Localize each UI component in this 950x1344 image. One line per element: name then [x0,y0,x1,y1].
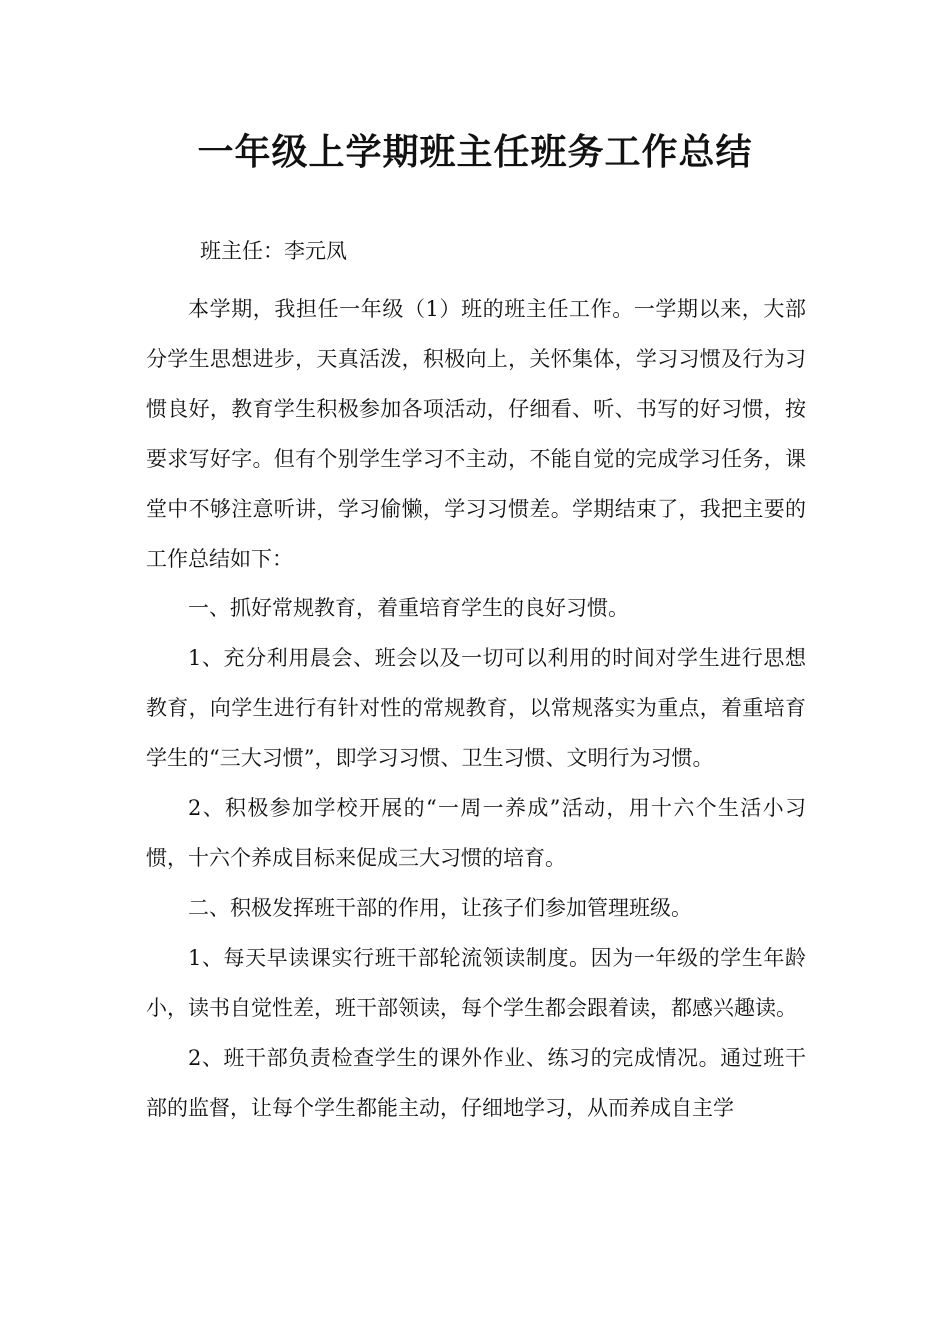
author-line: 班主任：李元凤 [200,239,347,263]
document-title: 一年级上学期班主任班务工作总结 [197,132,753,173]
paragraph-1-1: 1、充分利用晨会、班会以及一切可以利用的时间对学生进行思想教育，向学生进行有针对性的常规教育，以常规落实为重点，着重培育学生的“三大习惯”，即学习习惯、卫生习惯、文明行为习惯。 [146,646,806,771]
paragraph-2-1: 1、每天早读课实行班干部轮流领读制度。因为一年级的学生年龄小，读书自觉性差，班干部领读，每个学生都会跟着读，都感兴趣读。 [146,945,806,1020]
paragraph-intro: 本学期，我担任一年级（1）班的班主任工作。一学期以来，大部分学生思想进步，天真活泼，积极向上，关怀集体，学习习惯及行为习惯良好，教育学生积极参加各项活动，仔细看、听、书写的好习惯，按要求写好字。但有个别学生学习不主动，不能自觉的完成学习任务，课堂中不够注意听讲，学习偷懒，学习习惯差。学期结束了，我把主要的工作总结如下： [146,297,806,571]
document-body [146,285,806,1133]
paragraph-2-2: 2、班干部负责检查学生的课外作业、练习的完成情况。通过班干部的监督，让每个学生都能主动，仔细地学习，从而养成自主学 [146,1045,806,1120]
paragraph-1-2: 2、积极参加学校开展的“一周一养成”活动，用十六个生活小习惯，十六个养成目标来促成三大习惯的培育。 [146,796,806,870]
section-heading-2: 二、积极发挥班干部的作用，让孩子们参加管理班级。 [188,895,692,920]
section-heading-1: 一、抓好常规教育，着重培育学生的良好习惯。 [188,596,629,621]
